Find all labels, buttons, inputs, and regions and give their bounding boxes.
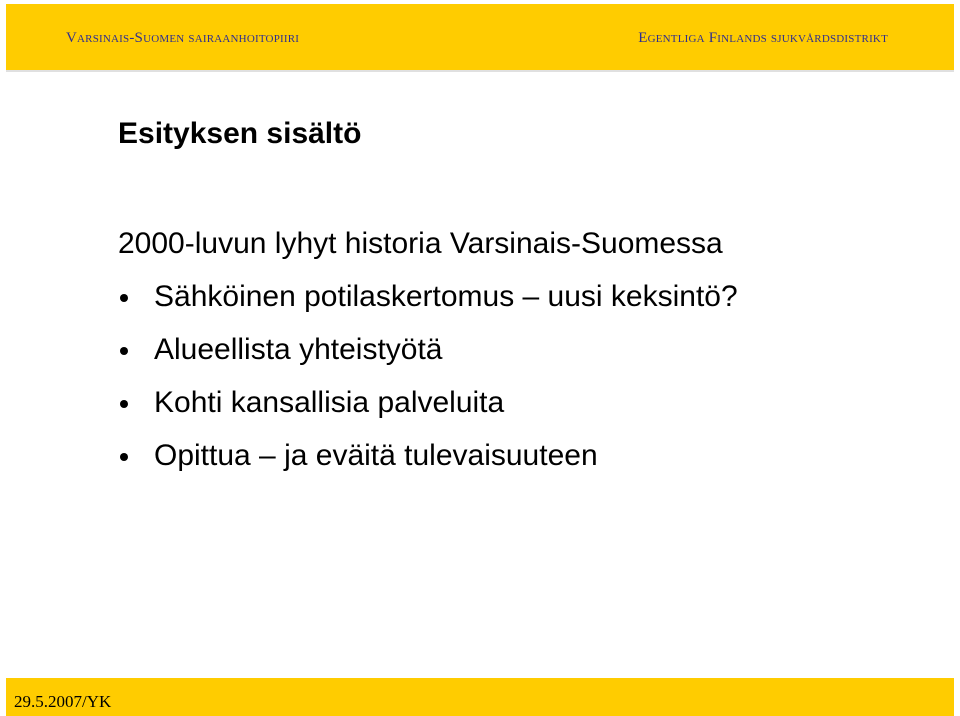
bullet-item: [118, 330, 918, 383]
content-line-text: 2000-luvun lyhyt historia Varsinais-Suomessa: [118, 227, 723, 260]
content-line: [118, 224, 918, 277]
footer-date: 29.5.2007/YK: [14, 692, 112, 711]
header-bar: [6, 4, 954, 72]
slide-content-list: [118, 224, 918, 489]
slide-title: Esityksen sisältö: [118, 117, 362, 150]
bullet-item-text: Kohti kansallisia palveluita: [154, 386, 505, 419]
bullet-dot-icon: [120, 400, 128, 408]
bullet-item-text: Opittua – ja eväitä tulevaisuuteen: [154, 439, 598, 472]
bullet-item: [118, 383, 918, 436]
bullet-dot-icon: [120, 347, 128, 355]
footer-bar: [6, 678, 954, 716]
organization-name-swedish: Egentliga Finlands sjukvårdsdistrikt: [638, 30, 888, 46]
bullet-item: [118, 277, 918, 330]
organization-name-finnish: Varsinais-Suomen sairaanhoitopiiri: [66, 30, 300, 46]
bullet-dot-icon: [120, 294, 128, 302]
bullet-item-text: Alueellista yhteistyötä: [154, 333, 443, 366]
bullet-dot-icon: [120, 453, 128, 461]
bullet-item: [118, 436, 918, 489]
bullet-item-text: Sähköinen potilaskertomus – uusi keksintö?: [154, 280, 738, 313]
